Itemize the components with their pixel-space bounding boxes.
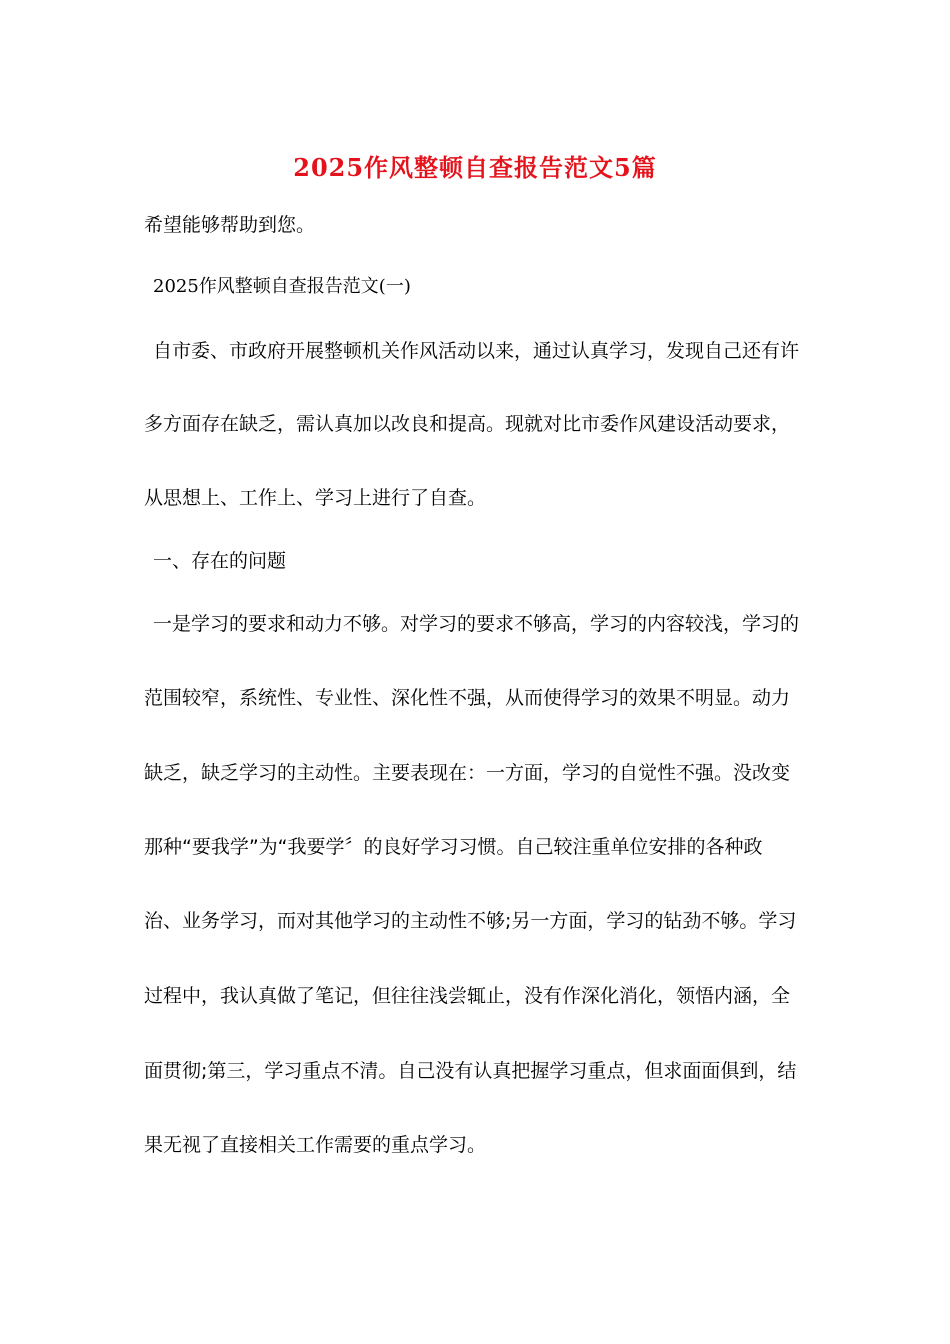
document-title: 2025作风整顿自查报告范文5篇: [293, 153, 657, 182]
intro-text: 希望能够帮助到您。: [144, 214, 316, 236]
paragraph-line: 一是学习的要求和动力不够。对学习的要求不够高，学习的内容较浅，学习的: [153, 613, 800, 635]
subheading: 一、存在的问题: [153, 550, 287, 572]
paragraph-line: 治、业务学习，而对其他学习的主动性不够;另一方面，学习的钻劲不够。学习: [144, 910, 797, 932]
paragraph-line: 果无视了直接相关工作需要的重点学习。: [144, 1134, 487, 1156]
paragraph-line: 过程中，我认真做了笔记，但往往浅尝辄止，没有作深化消化，领悟内涵，全: [144, 985, 791, 1007]
section-heading: 2025作风整顿自查报告范文(一): [153, 276, 411, 297]
paragraph-line: 自市委、市政府开展整顿机关作风活动以来，通过认真学习，发现自己还有许: [153, 340, 800, 362]
paragraph-line: 从思想上、工作上、学习上进行了自查。: [144, 487, 487, 509]
paragraph-line: 那种“要我学”为“我要学〞的良好学习习惯。自己较注重单位安排的各种政: [144, 836, 763, 858]
paragraph-line: 多方面存在缺乏，需认真加以改良和提高。现就对比市委作风建设活动要求，: [144, 413, 791, 435]
paragraph-line: 面贯彻;第三，学习重点不清。自己没有认真把握学习重点，但求面面俱到，结: [144, 1060, 797, 1082]
paragraph-line: 范围较窄，系统性、专业性、深化性不强，从而使得学习的效果不明显。动力: [144, 687, 791, 709]
paragraph-line: 缺乏，缺乏学习的主动性。主要表现在：一方面，学习的自觉性不强。没改变: [144, 762, 791, 784]
